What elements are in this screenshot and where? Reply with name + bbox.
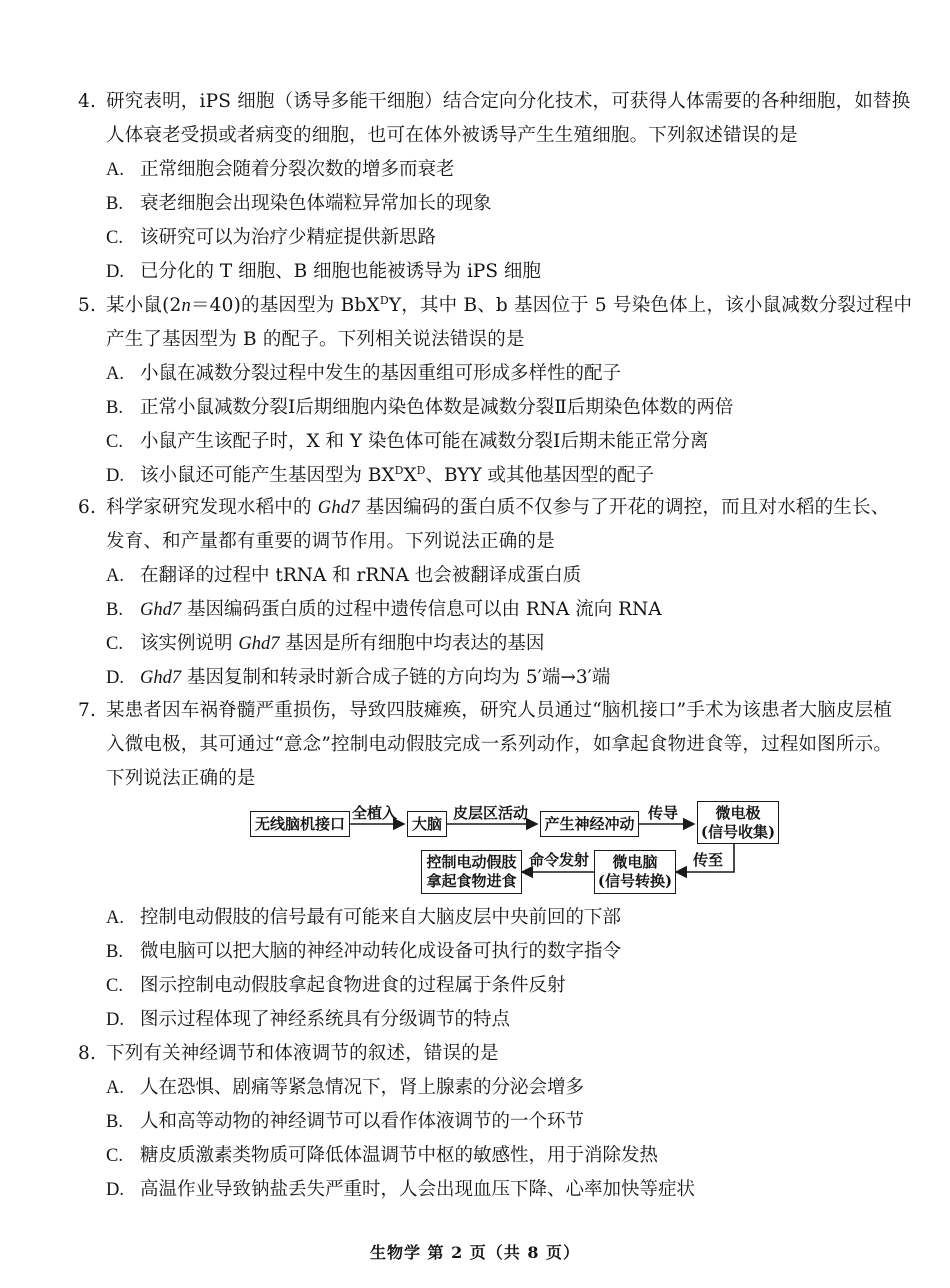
option-a xyxy=(78,1071,928,1105)
stem-line-1: 研究表明，iPS 细胞（诱导多能干细胞）结合定向分化技术，可获得人体需要的各种细胞，如替换 xyxy=(106,91,911,112)
box-line: 拿起食物进食 xyxy=(426,872,517,890)
question-8 xyxy=(78,1037,928,1207)
stem-text: 科学家研究发现水稻中的 xyxy=(106,497,318,518)
label-command: 命令发射 xyxy=(529,851,590,869)
option-text: 小鼠产生该配子时，X 和 Y 染色体可能在减数分裂Ⅰ后期未能正常分离 xyxy=(140,431,709,452)
option-c xyxy=(78,1139,928,1173)
option-text: 微电脑可以把大脑的神经冲动转化成设备可执行的数字指令 xyxy=(140,941,622,962)
option-text: 控制电动假肢的信号最有可能来自大脑皮层中央前回的下部 xyxy=(140,907,622,928)
option-b xyxy=(78,1105,928,1139)
stem-line-3: 下列说法正确的是 xyxy=(106,768,256,789)
option-d xyxy=(78,1173,928,1207)
box-nerve-impulse: 产生神经冲动 xyxy=(540,811,639,837)
stem-text: 某小鼠(2 xyxy=(106,295,182,316)
option-label: C. xyxy=(106,976,123,996)
question-number: 8. xyxy=(78,1043,97,1064)
stem-text: ＝40)的基因型为 BbX xyxy=(190,295,380,316)
superscript: D xyxy=(416,463,426,477)
stem-line-2: 发育、和产量都有重要的调节作用。下列说法正确的是 xyxy=(106,531,555,552)
option-label: D. xyxy=(106,1180,124,1200)
label-implant: 全植入 xyxy=(352,804,398,822)
stem-text: 基因编码的蛋白质不仅参与了开花的调控，而且对水稻的生长、 xyxy=(359,497,890,518)
stem-line-2: 人体衰老受损或者病变的细胞，也可在体外被诱导产生生殖细胞。下列叙述错误的是 xyxy=(106,125,798,146)
option-label: B. xyxy=(106,398,123,418)
gene-name: Ghd7 xyxy=(238,634,280,654)
option-text: 小鼠在减数分裂过程中发生的基因重组可形成多样性的配子 xyxy=(140,363,622,384)
option-a xyxy=(78,559,928,593)
stem-line-2: 入微电极，其可通过“意念”控制电动假肢完成一系列动作，如拿起食物进食等，过程如图所示。 xyxy=(106,734,893,755)
box-line: (信号转换) xyxy=(597,872,673,890)
stem-line-1: 下列有关神经调节和体液调节的叙述，错误的是 xyxy=(106,1043,499,1064)
question-stem xyxy=(78,694,928,796)
box-line: (信号收集) xyxy=(700,822,776,841)
option-text: 在翻译的过程中 tRNA 和 rRNA 也会被翻译成蛋白质 xyxy=(140,565,582,586)
gene-name: Ghd7 xyxy=(317,498,360,518)
option-label: B. xyxy=(106,1112,123,1132)
option-text: 该小鼠还可能产生基因型为 BX xyxy=(140,465,395,486)
gene-name: Ghd7 xyxy=(140,668,182,688)
label-cortex-activity: 皮层区活动 xyxy=(453,804,529,822)
stem-line-1: 某患者因车祸脊髓严重损伤，导致四肢瘫痪，研究人员通过“脑机接口”手术为该患者大脑皮层植 xyxy=(106,700,893,721)
stem-line-2: 产生了基因型为 B 的配子。下列相关说法错误的是 xyxy=(106,329,525,350)
question-6 xyxy=(78,491,928,695)
option-d xyxy=(78,661,928,695)
option-label: D. xyxy=(106,1010,124,1030)
page-footer: 生物学 第 2 页（共 8 页） xyxy=(369,1243,581,1262)
option-text: 该实例说明 xyxy=(140,633,239,654)
option-label: D. xyxy=(106,262,124,282)
option-d xyxy=(78,255,928,289)
option-label: A. xyxy=(106,160,124,180)
option-text: 人和高等动物的神经调节可以看作体液调节的一个环节 xyxy=(140,1111,585,1132)
option-c xyxy=(78,221,928,255)
option-d xyxy=(78,1003,928,1037)
option-text: 基因编码蛋白质的过程中遗传信息可以由 RNA 流向 RNA xyxy=(181,599,662,620)
option-label: A. xyxy=(106,566,124,586)
box-microcomputer xyxy=(594,850,676,894)
option-label: C. xyxy=(106,634,123,654)
option-text: 图示过程体现了神经系统具有分级调节的特点 xyxy=(140,1009,511,1030)
option-label: A. xyxy=(106,908,124,928)
question-stem xyxy=(78,491,928,559)
label-conduct: 传导 xyxy=(648,804,679,822)
option-text: 人在恐惧、剧痛等紧急情况下，肾上腺素的分泌会增多 xyxy=(140,1077,585,1098)
option-label: C. xyxy=(106,432,123,452)
box-microelectrode xyxy=(697,801,779,844)
option-text: 糖皮质激素类物质可降低体温调节中枢的敏感性，用于消除发热 xyxy=(140,1145,659,1166)
question-stem xyxy=(78,1037,928,1071)
option-b xyxy=(78,935,928,969)
option-text: X xyxy=(403,465,417,486)
box-line: 微电极 xyxy=(715,803,761,822)
question-number: 7. xyxy=(78,700,97,721)
box-line: 微电脑 xyxy=(612,853,658,871)
option-text: 高温作业导致钠盐丢失严重时，人会出现血压下降、心率加快等症状 xyxy=(140,1179,696,1200)
question-stem xyxy=(78,289,928,357)
option-a xyxy=(78,153,928,187)
option-d xyxy=(78,459,928,493)
option-a xyxy=(78,901,928,935)
option-text: 基因是所有细胞中均表达的基因 xyxy=(279,633,545,654)
option-b xyxy=(78,391,928,425)
option-c xyxy=(78,425,928,459)
box-line: 控制电动假肢 xyxy=(426,853,517,871)
option-b xyxy=(78,593,928,627)
question-number: 4. xyxy=(78,91,97,112)
option-label: A. xyxy=(106,364,124,384)
flow-diagram xyxy=(246,798,786,898)
option-text: 、BYY 或其他基因型的配子 xyxy=(425,465,655,486)
option-label: D. xyxy=(106,668,124,688)
box-brain: 大脑 xyxy=(407,811,447,837)
box-prosthetic-control xyxy=(421,850,522,894)
option-label: C. xyxy=(106,1146,123,1166)
option-text: 正常小鼠减数分裂Ⅰ后期细胞内染色体数是减数分裂Ⅱ后期染色体数的两倍 xyxy=(140,397,734,418)
superscript: D xyxy=(394,463,404,477)
option-label: B. xyxy=(106,600,123,620)
gene-name: Ghd7 xyxy=(140,600,182,620)
question-4 xyxy=(78,85,928,289)
question-stem xyxy=(78,85,928,153)
option-c xyxy=(78,969,928,1003)
option-text: 图示控制电动假肢拿起食物进食的过程属于条件反射 xyxy=(140,975,566,996)
option-label: B. xyxy=(106,194,123,214)
question-number: 6. xyxy=(78,497,97,518)
option-text: 衰老细胞会出现染色体端粒异常加长的现象 xyxy=(140,193,492,214)
option-c xyxy=(78,627,928,661)
option-label: D. xyxy=(106,466,124,486)
option-text: 已分化的 T 细胞、B 细胞也能被诱导为 iPS 细胞 xyxy=(140,261,541,282)
option-label: B. xyxy=(106,942,123,962)
option-text: 正常细胞会随着分裂次数的增多而衰老 xyxy=(140,159,455,180)
option-text: 该研究可以为治疗少精症提供新思路 xyxy=(140,227,437,248)
question-number: 5. xyxy=(78,295,97,316)
option-a xyxy=(78,357,928,391)
question-7 xyxy=(78,694,928,796)
stem-italic-n: n xyxy=(181,296,191,316)
superscript: D xyxy=(379,293,389,307)
box-wireless-bci: 无线脑机接口 xyxy=(250,811,350,837)
stem-text: Y，其中 B、b 基因位于 5 号染色体上，该小鼠减数分裂过程中 xyxy=(388,295,913,316)
option-label: A. xyxy=(106,1078,124,1098)
option-label: C. xyxy=(106,228,123,248)
option-text: 基因复制和转录时新合成子链的方向均为 5′端→3′端 xyxy=(181,667,611,688)
option-b xyxy=(78,187,928,221)
question-5 xyxy=(78,289,928,493)
label-transmit: 传至 xyxy=(693,851,724,869)
question-7-options xyxy=(78,901,928,1037)
